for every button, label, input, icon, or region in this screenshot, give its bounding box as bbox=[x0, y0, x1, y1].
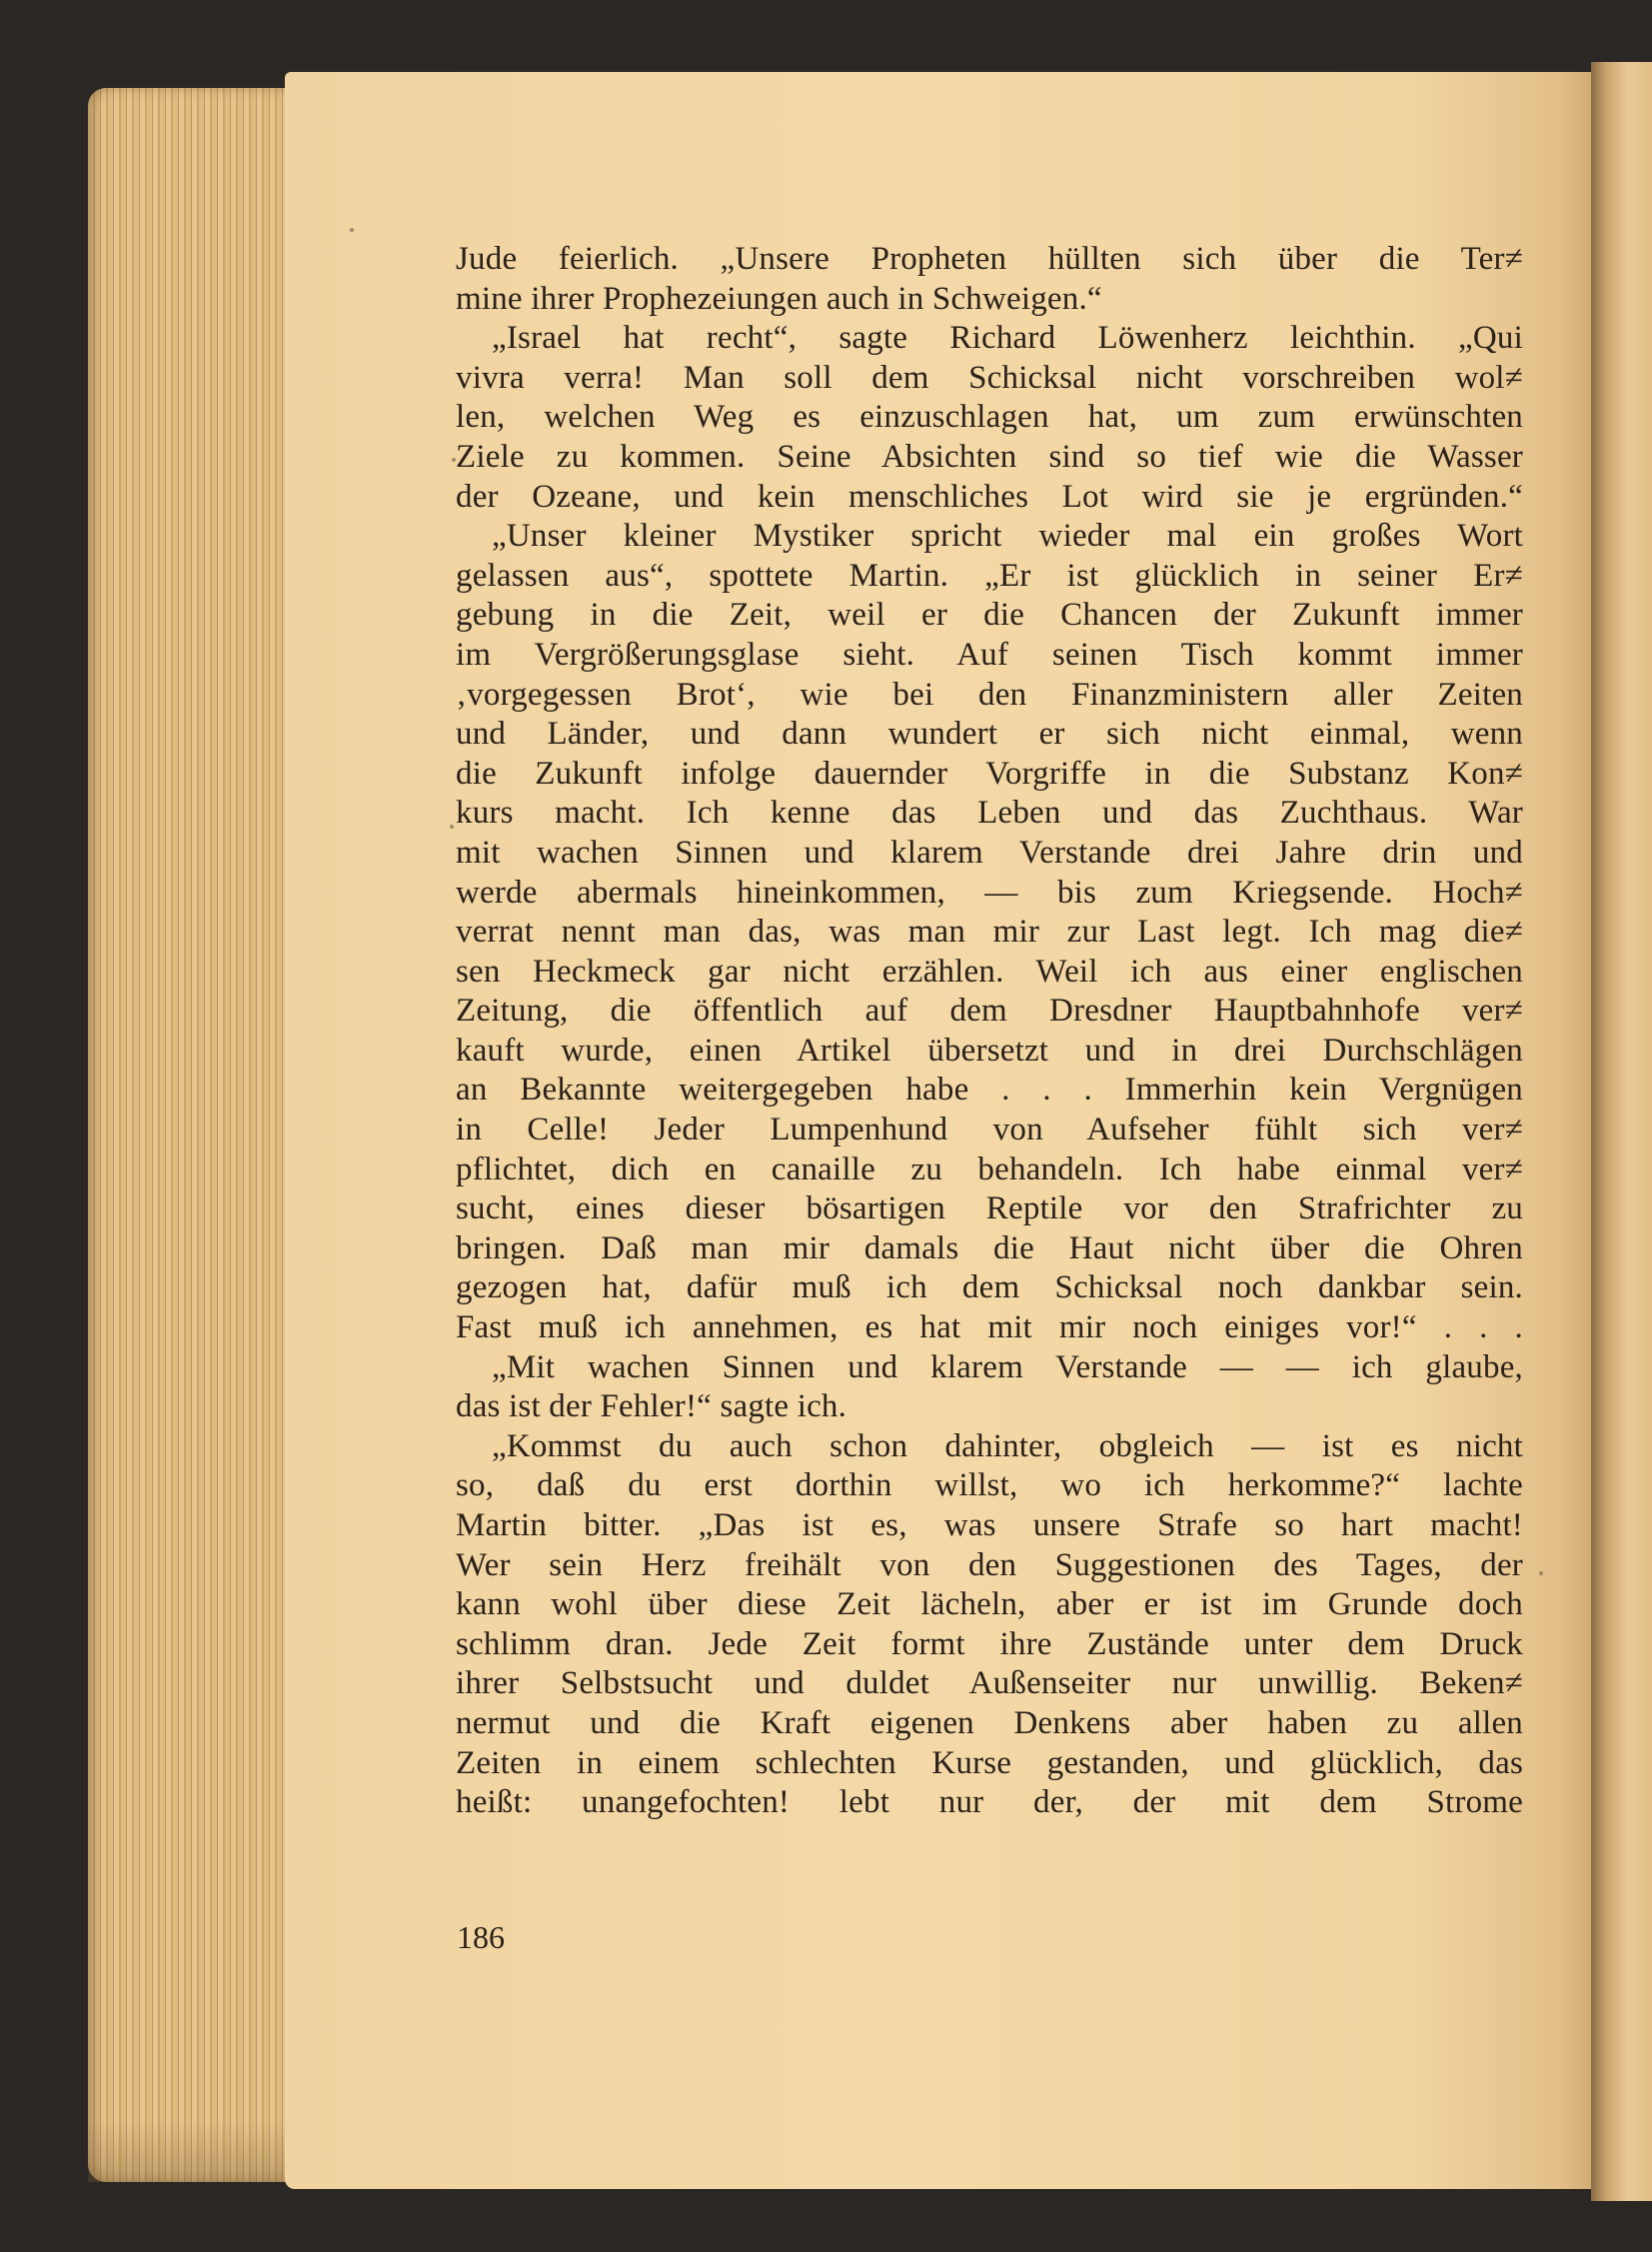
text-line: Jude feierlich. „Unsere Propheten hüllten sich über die Ter≠ bbox=[456, 241, 1523, 277]
text-line: heißt: unangefochten! lebt nur der, der mit dem Strome bbox=[456, 1784, 1523, 1821]
text-line: bringen. Daß man mir damals die Haut nicht über die Ohren bbox=[456, 1229, 1523, 1266]
text-line: kauft wurde, einen Artikel übersetzt und in drei Durchschlägen bbox=[456, 1032, 1523, 1069]
text-line: Martin bitter. „Das ist es, was unsere Strafe so hart macht! bbox=[456, 1507, 1523, 1543]
text-line: im Vergrößerungsglase sieht. Auf seinen Tisch kommt immer bbox=[456, 636, 1523, 673]
text-line: Ziele zu kommen. Seine Absichten sind so tief wie die Wasser bbox=[456, 438, 1523, 475]
paper-speck bbox=[1539, 1571, 1543, 1575]
text-line: Zeiten in einem schlechten Kurse gestanden, und glücklich, das bbox=[456, 1744, 1523, 1781]
text-line: verrat nennt man das, was man mir zur Last legt. Ich mag die≠ bbox=[456, 914, 1523, 951]
text-line: sucht, eines dieser bösartigen Reptile vor den Strafrichter zu bbox=[456, 1190, 1523, 1227]
text-line: „Unser kleiner Mystiker spricht wieder mal ein großes Wort bbox=[492, 518, 1523, 555]
body-text bbox=[456, 240, 1523, 1823]
text-line: an Bekannte weitergegeben habe . . . Immerhin kein Vergnügen bbox=[456, 1072, 1523, 1109]
text-line: der Ozeane, und kein menschliches Lot wird sie je ergründen.“ bbox=[456, 478, 1523, 515]
paper-speck bbox=[350, 228, 354, 232]
paper-speck bbox=[450, 825, 454, 829]
text-line: kann wohl über diese Zeit lächeln, aber er ist im Grunde doch bbox=[456, 1586, 1523, 1623]
text-line: gebung in die Zeit, weil er die Chancen der Zukunft immer bbox=[456, 597, 1523, 634]
text-line: ‚vorgegessen Brot‘, wie bei den Finanzministern aller Zeiten bbox=[456, 676, 1523, 713]
page-number: 186 bbox=[457, 1919, 505, 1955]
text-line: werde abermals hineinkommen, — bis zum Kriegsende. Hoch≠ bbox=[456, 874, 1523, 911]
text-line: schlimm dran. Jede Zeit formt ihre Zustände unter dem Druck bbox=[456, 1625, 1523, 1662]
text-line: mine ihrer Prophezeiungen auch in Schweigen.“ bbox=[456, 280, 1102, 317]
text-line: mit wachen Sinnen und klarem Verstande drei Jahre drin und bbox=[456, 834, 1523, 871]
text-line: „Kommst du auch schon dahinter, obgleich — ist es nicht bbox=[492, 1427, 1523, 1464]
text-line: sen Heckmeck gar nicht erzählen. Weil ich aus einer englischen bbox=[456, 953, 1523, 990]
text-line: in Celle! Jeder Lumpenhund von Aufseher fühlt sich ver≠ bbox=[456, 1112, 1523, 1148]
text-line: „Mit wachen Sinnen und klarem Verstande — — ich glaube, bbox=[492, 1348, 1523, 1385]
next-page-edge bbox=[1591, 62, 1652, 2201]
text-line: ihrer Selbstsucht und duldet Außenseiter nur unwillig. Beken≠ bbox=[456, 1665, 1523, 1702]
text-line: „Israel hat recht“, sagte Richard Löwenherz leichthin. „Qui bbox=[492, 320, 1523, 357]
text-line: gezogen hat, dafür muß ich dem Schicksal noch dankbar sein. bbox=[456, 1269, 1523, 1306]
text-line: kurs macht. Ich kenne das Leben und das Zuchthaus. War bbox=[456, 795, 1523, 832]
text-line: Zeitung, die öffentlich auf dem Dresdner Hauptbahnhofe ver≠ bbox=[456, 993, 1523, 1030]
text-line: vivra verra! Man soll dem Schicksal nicht vorschreiben wol≠ bbox=[456, 359, 1523, 396]
text-line: pflichtet, dich en canaille zu behandeln. Ich habe einmal ver≠ bbox=[456, 1150, 1523, 1187]
page-edges bbox=[88, 88, 293, 2182]
text-line: nermut und die Kraft eigenen Denkens aber haben zu allen bbox=[456, 1704, 1523, 1741]
text-line: und Länder, und dann wundert er sich nicht einmal, wenn bbox=[456, 716, 1523, 753]
text-line: Fast muß ich annehmen, es hat mit mir noch einiges vor!“ . . . bbox=[456, 1309, 1523, 1346]
text-line: so, daß du erst dorthin willst, wo ich herkomme?“ lachte bbox=[456, 1467, 1523, 1504]
text-line: len, welchen Weg es einzuschlagen hat, um zum erwünschten bbox=[456, 399, 1523, 436]
text-line: Wer sein Herz freihält von den Suggestionen des Tages, der bbox=[456, 1546, 1523, 1583]
text-line: das ist der Fehler!“ sagte ich. bbox=[456, 1388, 847, 1425]
text-line: gelassen aus“, spottete Martin. „Er ist glücklich in seiner Er≠ bbox=[456, 557, 1523, 594]
text-line: die Zukunft infolge dauernder Vorgriffe in die Substanz Kon≠ bbox=[456, 755, 1523, 792]
